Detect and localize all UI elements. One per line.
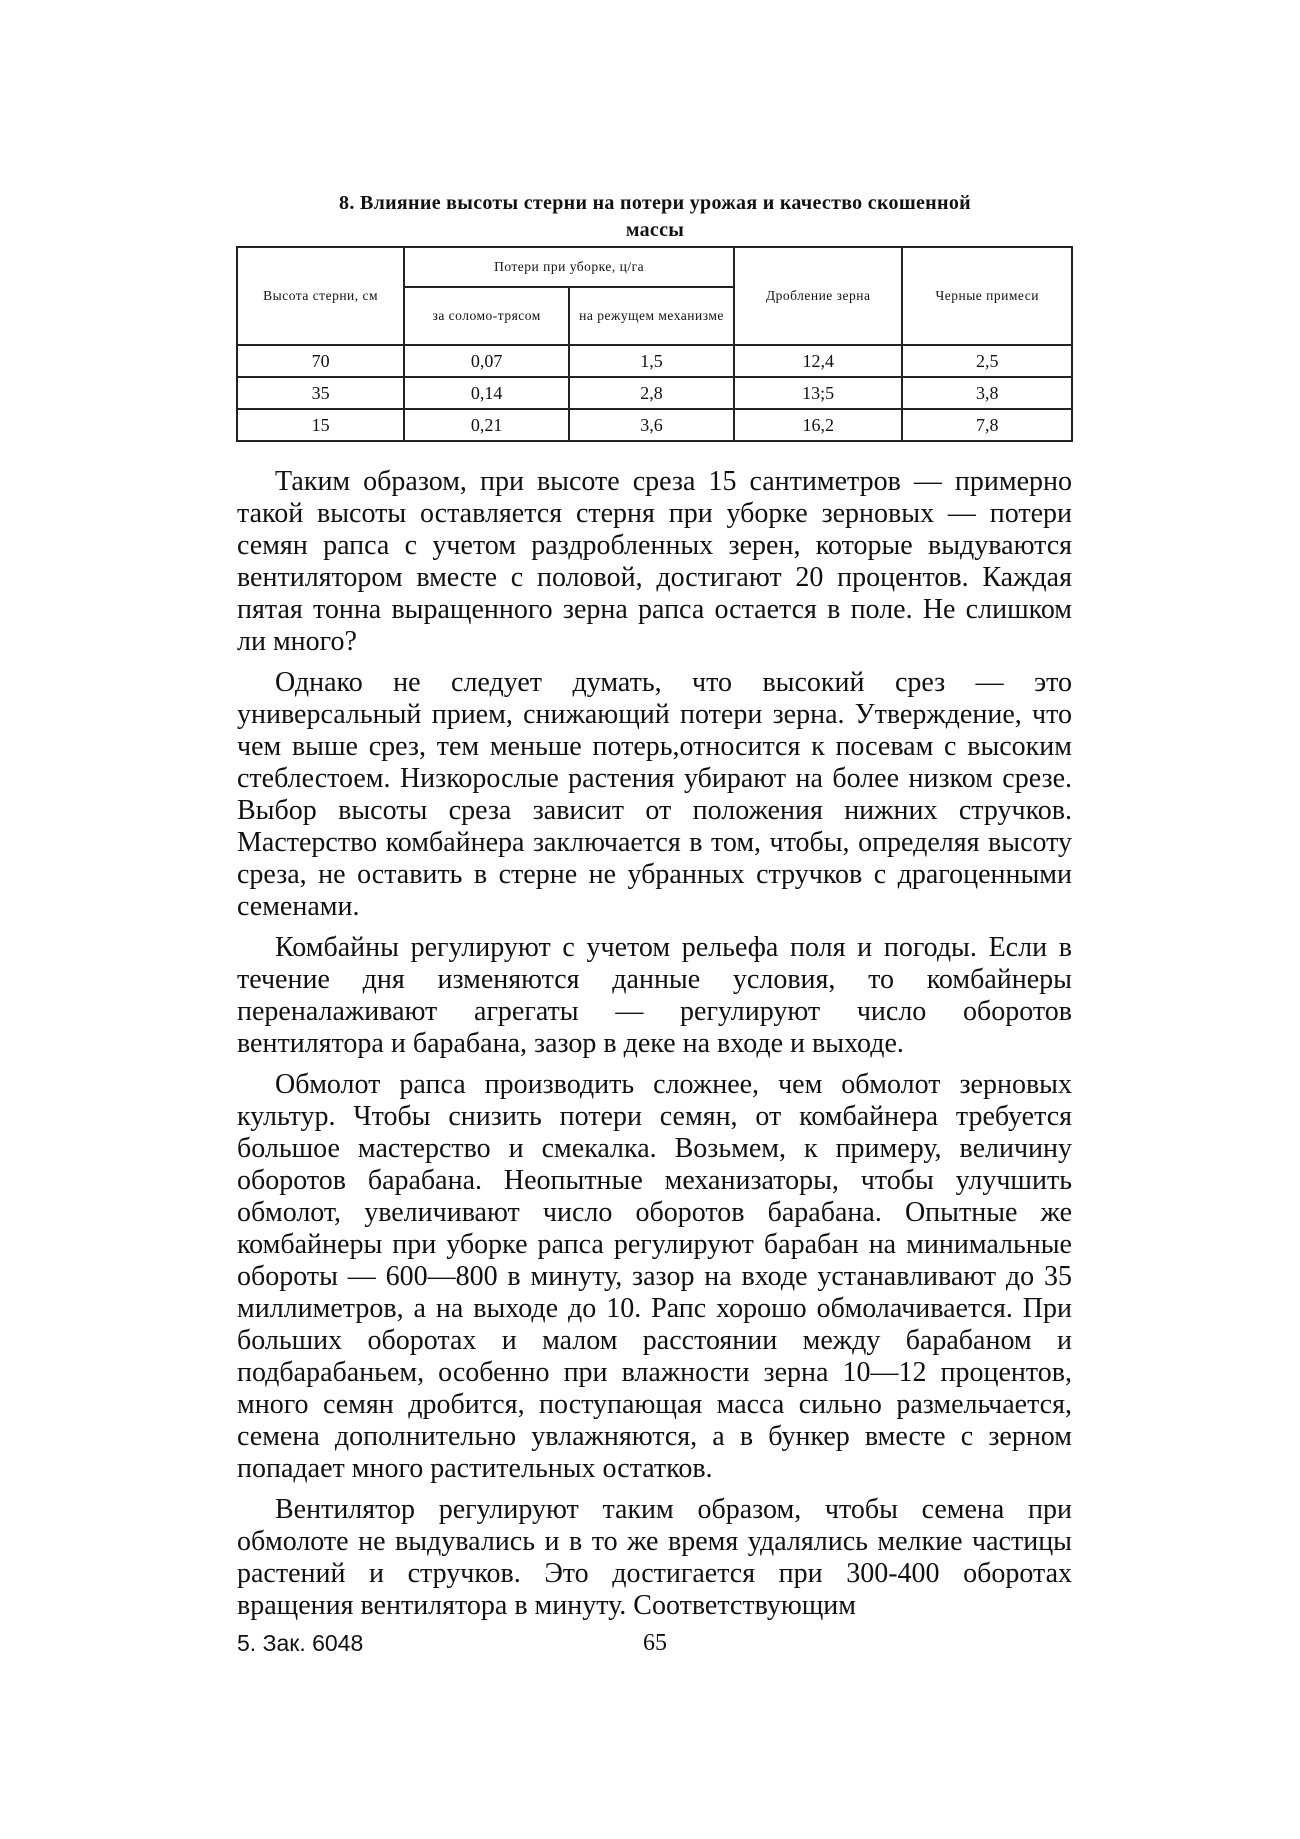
cell-straw-walker-loss: 0,14 — [404, 377, 569, 409]
table-caption-line1: 8. Влияние высоты стерни на потери урожая и качество скошенной — [339, 192, 971, 214]
cell-straw-walker-loss: 0,07 — [404, 345, 569, 377]
cell-grain-crushing: 12,4 — [734, 345, 902, 377]
paragraph: Обмолот рапса производить сложнее, чем обмолот зерновых культур. Чтобы снизить потери семян, от комбайнера требуется большое мастерство и смекалка. Возьмем, к примеру, величину оборотов барабана. Неопытные механизаторы, чтобы улучшить обмолот, увеличивают число оборотов барабана. Опытные же комбайнеры при уборке рапса регулируют барабан на минимальные обороты — 600—800 в минуту, зазор на входе устанавливают до 35 миллиметров, а на выходе до 10. Рапс хорошо обмолачивается. При больших оборотах и малом расстоянии между барабаном и подбарабаньем, особенно при влажности зерна 10—12 процентов, много семян дробится, поступающая масса сильно размельчается, семена дополнительно увлажняются, а в бункер вместе с зерном попадает много растительных остатков. — [237, 1069, 1072, 1484]
header-stubble-height: Высота стерни, см — [237, 247, 404, 345]
cell-black-impurities: 2,5 — [902, 345, 1072, 377]
cell-stubble-height: 35 — [237, 377, 404, 409]
cell-black-impurities: 7,8 — [902, 409, 1072, 441]
paragraph: Вентилятор регулируют таким образом, чтобы семена при обмолоте не выдувались и в то же время удалялись мелкие частицы растений и стручков. Это достигается при 300-400 оборотах вращения вентилятора в минуту. Соответствующим — [237, 1494, 1072, 1621]
cell-grain-crushing: 13;5 — [734, 377, 902, 409]
body-text — [237, 466, 1072, 1631]
table-row — [237, 377, 1072, 409]
cell-straw-walker-loss: 0,21 — [404, 409, 569, 441]
header-grain-crushing: Дробление зерна — [734, 247, 902, 345]
cell-cutting-mechanism-loss: 3,6 — [569, 409, 734, 441]
header-cutting-mechanism: на режущем механизме — [569, 287, 734, 345]
table-row — [237, 345, 1072, 377]
header-losses-group: Потери при уборке, ц/га — [404, 247, 734, 287]
page-number: 65 — [643, 1630, 667, 1656]
stubble-height-table — [236, 246, 1073, 442]
paragraph: Однако не следует думать, что высокий срез — это универсальный прием, снижающий потери зерна. Утверждение, что чем выше срез, тем меньше потерь,относится к посевам с высоким стеблестоем. Низкорослые растения убирают на более низком срезе. Выбор высоты среза зависит от положения нижних стручков. Мастерство комбайнера заключается в том, чтобы, определяя высоту среза, не оставить в стерне не убранных стручков с драгоценными семенами. — [237, 667, 1072, 922]
paragraph: Комбайны регулируют с учетом рельефа поля и погоды. Если в течение дня изменяются данные условия, то комбайнеры переналаживают агрегаты — регулируют число оборотов вентилятора и барабана, зазор в деке на входе и выходе. — [237, 932, 1072, 1059]
cell-stubble-height: 15 — [237, 409, 404, 441]
table-caption-line2: массы — [625, 219, 685, 241]
header-black-impurities: Черные примеси — [902, 247, 1072, 345]
cell-stubble-height: 70 — [237, 345, 404, 377]
printer-signature: 5. Зак. 6048 — [237, 1630, 364, 1656]
table-row — [237, 409, 1072, 441]
paragraph: Таким образом, при высоте среза 15 сантиметров — примерно такой высоты оставляется стерня при уборке зерновых — потери семян рапса с учетом раздробленных зерен, которые выдуваются вентилятором вместе с половой, достигают 20 процентов. Каждая пятая тонна выращенного зерна рапса остается в поле. Не слишком ли много? — [237, 466, 1072, 657]
cell-cutting-mechanism-loss: 2,8 — [569, 377, 734, 409]
cell-grain-crushing: 16,2 — [734, 409, 902, 441]
cell-black-impurities: 3,8 — [902, 377, 1072, 409]
header-straw-walker: за соломо-трясом — [404, 287, 569, 345]
cell-cutting-mechanism-loss: 1,5 — [569, 345, 734, 377]
table-caption — [235, 190, 1075, 244]
